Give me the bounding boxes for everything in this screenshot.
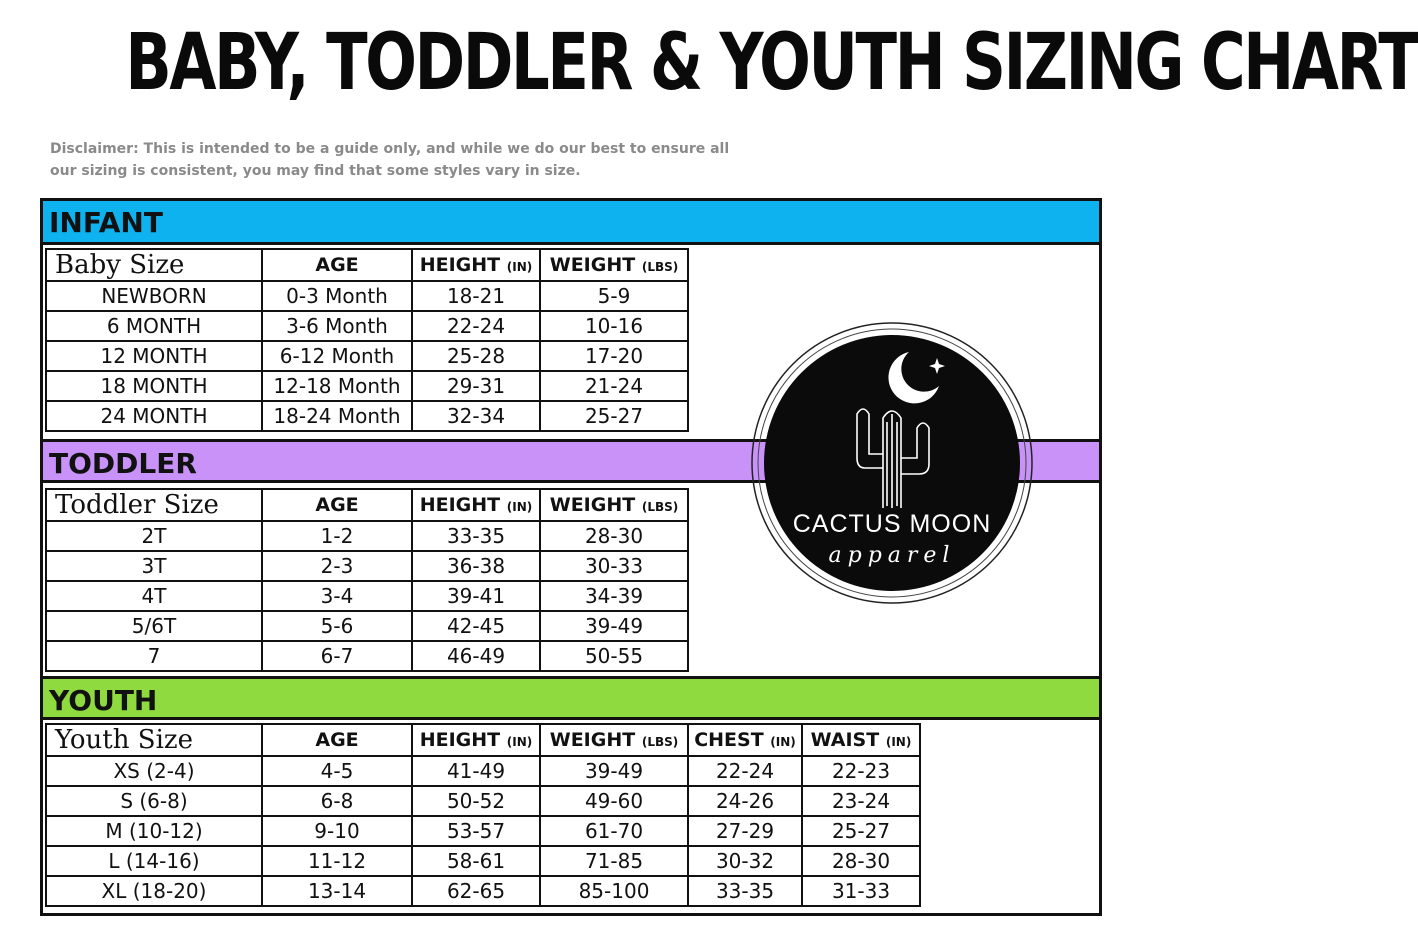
table-cell: 10-16 [540, 311, 688, 341]
table-cell: 3T [46, 551, 262, 581]
table-cell: 2T [46, 521, 262, 551]
table-cell: 2-3 [262, 551, 412, 581]
header-label: AGE [315, 494, 359, 516]
table-cell: 29-31 [412, 371, 540, 401]
table-cell: 39-49 [540, 611, 688, 641]
header-unit: (IN) [506, 260, 533, 274]
toddler-table [45, 488, 689, 672]
table-row [46, 641, 688, 671]
table-cell: 17-20 [540, 341, 688, 371]
table-cell: 33-35 [412, 521, 540, 551]
table-row [46, 521, 688, 551]
header-label: Youth Size [55, 725, 193, 755]
table-cell: 28-30 [802, 846, 920, 876]
table-cell: 85-100 [540, 876, 688, 906]
table-row [46, 816, 920, 846]
table-cell: 41-49 [412, 756, 540, 786]
toddler-header-cell [262, 489, 412, 521]
header-label: AGE [315, 254, 359, 276]
table-cell: 42-45 [412, 611, 540, 641]
youth-header-cell [802, 724, 920, 756]
header-label: Toddler Size [55, 490, 219, 520]
table-row [46, 581, 688, 611]
table-row [46, 786, 920, 816]
header-label: HEIGHT [419, 254, 501, 276]
table-cell: S (6-8) [46, 786, 262, 816]
table-cell: XL (18-20) [46, 876, 262, 906]
header-unit: (LBS) [641, 735, 679, 749]
table-row [46, 311, 688, 341]
table-cell: 24-26 [688, 786, 802, 816]
header-label: HEIGHT [419, 494, 501, 516]
table-row [46, 401, 688, 431]
table-cell: 25-28 [412, 341, 540, 371]
header-label: WEIGHT [549, 729, 636, 751]
table-row [46, 371, 688, 401]
youth-header-cell [412, 724, 540, 756]
header-unit: (IN) [506, 500, 533, 514]
table-cell: 30-32 [688, 846, 802, 876]
table-cell: 22-24 [412, 311, 540, 341]
table-row [46, 876, 920, 906]
infant-header-cell [412, 249, 540, 281]
table-cell: 6-12 Month [262, 341, 412, 371]
youth-table [45, 723, 921, 907]
toddler-header-cell [412, 489, 540, 521]
infant-band: INFANT [43, 201, 1099, 245]
table-cell: 3-6 Month [262, 311, 412, 341]
header-unit: (IN) [885, 735, 912, 749]
table-cell: XS (2-4) [46, 756, 262, 786]
header-unit: (LBS) [641, 500, 679, 514]
table-cell: 22-24 [688, 756, 802, 786]
header-unit: (IN) [506, 735, 533, 749]
table-cell: 25-27 [802, 816, 920, 846]
header-label: AGE [315, 729, 359, 751]
table-cell: 12-18 Month [262, 371, 412, 401]
header-label: WAIST [810, 729, 880, 751]
table-cell: 7 [46, 641, 262, 671]
youth-band: YOUTH [43, 676, 1099, 720]
infant-header-cell [46, 249, 262, 281]
table-cell: 4-5 [262, 756, 412, 786]
youth-header-cell [540, 724, 688, 756]
table-row [46, 551, 688, 581]
table-cell: 23-24 [802, 786, 920, 816]
table-cell: 50-52 [412, 786, 540, 816]
table-cell: 4T [46, 581, 262, 611]
table-cell: 34-39 [540, 581, 688, 611]
header-label: WEIGHT [549, 494, 636, 516]
table-cell: 9-10 [262, 816, 412, 846]
table-cell: NEWBORN [46, 281, 262, 311]
table-cell: 30-33 [540, 551, 688, 581]
toddler-header-cell [46, 489, 262, 521]
infant-table [45, 248, 689, 432]
header-label: CHEST [694, 729, 764, 751]
youth-header-cell [688, 724, 802, 756]
header-label: WEIGHT [549, 254, 636, 276]
table-cell: 6-8 [262, 786, 412, 816]
table-cell: 32-34 [412, 401, 540, 431]
table-cell: 13-14 [262, 876, 412, 906]
table-cell: 22-23 [802, 756, 920, 786]
table-cell: 58-61 [412, 846, 540, 876]
table-cell: 18-21 [412, 281, 540, 311]
table-cell: 18-24 Month [262, 401, 412, 431]
infant-header-cell [540, 249, 688, 281]
table-cell: 46-49 [412, 641, 540, 671]
infant-header-row [46, 249, 688, 281]
table-cell: 49-60 [540, 786, 688, 816]
disclaimer-text: Disclaimer: This is intended to be a guide only, and while we do our best to ensure all our sizing is consistent, you may find that some styles vary in size. [50, 141, 730, 179]
table-cell: 33-35 [688, 876, 802, 906]
table-cell: 50-55 [540, 641, 688, 671]
header-label: HEIGHT [419, 729, 501, 751]
table-cell: L (14-16) [46, 846, 262, 876]
header-unit: (IN) [770, 735, 796, 749]
toddler-band: TODDLER [43, 439, 1099, 483]
table-cell: 25-27 [540, 401, 688, 431]
table-cell: 5/6T [46, 611, 262, 641]
page-title: BABY, TODDLER & YOUTH SIZING CHART [125, 18, 1418, 108]
table-cell: 18 MONTH [46, 371, 262, 401]
youth-header-cell [262, 724, 412, 756]
table-cell: 39-41 [412, 581, 540, 611]
table-row [46, 846, 920, 876]
table-cell: 12 MONTH [46, 341, 262, 371]
table-cell: 39-49 [540, 756, 688, 786]
table-cell: M (10-12) [46, 816, 262, 846]
table-cell: 3-4 [262, 581, 412, 611]
table-row [46, 611, 688, 641]
table-cell: 27-29 [688, 816, 802, 846]
table-cell: 61-70 [540, 816, 688, 846]
logo-subtitle: apparel [828, 543, 956, 568]
cactus-moon-logo [747, 318, 1037, 608]
table-row [46, 281, 688, 311]
youth-header-cell [46, 724, 262, 756]
table-cell: 53-57 [412, 816, 540, 846]
table-cell: 24 MONTH [46, 401, 262, 431]
table-cell: 62-65 [412, 876, 540, 906]
table-row [46, 756, 920, 786]
table-cell: 6-7 [262, 641, 412, 671]
table-cell: 31-33 [802, 876, 920, 906]
table-cell: 5-6 [262, 611, 412, 641]
table-cell: 36-38 [412, 551, 540, 581]
header-unit: (LBS) [641, 260, 679, 274]
table-cell: 6 MONTH [46, 311, 262, 341]
table-cell: 11-12 [262, 846, 412, 876]
table-cell: 21-24 [540, 371, 688, 401]
youth-header-row [46, 724, 920, 756]
toddler-header-row [46, 489, 688, 521]
table-row [46, 341, 688, 371]
table-cell: 5-9 [540, 281, 688, 311]
toddler-header-cell [540, 489, 688, 521]
logo-title: CACTUS MOON [792, 510, 992, 538]
table-cell: 0-3 Month [262, 281, 412, 311]
table-cell: 71-85 [540, 846, 688, 876]
table-cell: 28-30 [540, 521, 688, 551]
header-label: Baby Size [55, 250, 185, 280]
table-cell: 1-2 [262, 521, 412, 551]
infant-header-cell [262, 249, 412, 281]
